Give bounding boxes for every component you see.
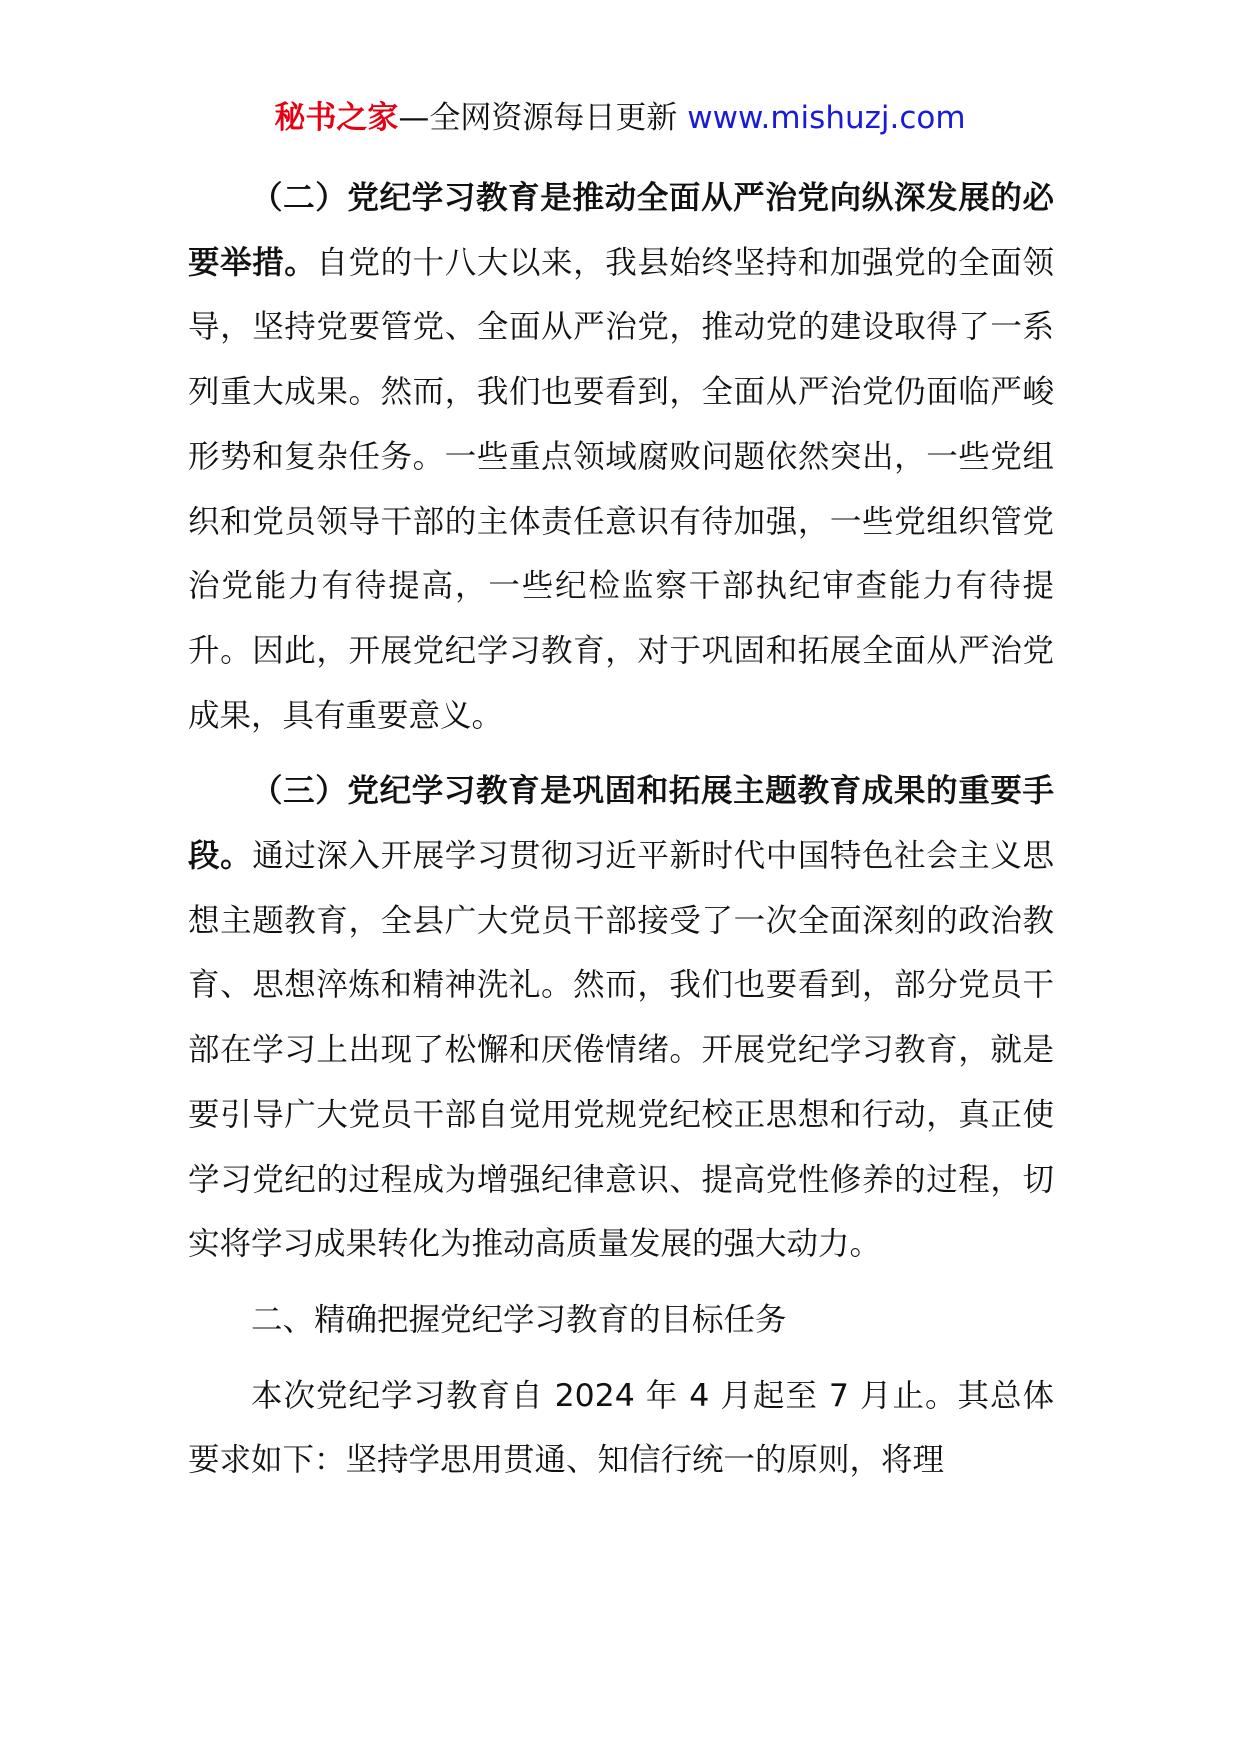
paragraph-text: 本次党纪学习教育自 2024 年 4 月起至 7 月止。其总体要求如下：坚持学思用贯通、知信行统一的原则，将理 <box>188 1377 1054 1479</box>
paragraph-schedule <box>188 1364 1054 1493</box>
paragraph-section-2 <box>188 166 1054 748</box>
website-link[interactable]: www.mishuzj.com <box>687 100 966 136</box>
paragraph-heading: （二）党纪学习教育是推动全面从严治党向纵深发展的必要举措。 <box>188 180 1054 281</box>
paragraph-text: 通过深入开展学习贯彻习近平新时代中国特色社会主义思想主题教育，全县广大党员干部接受了一次全面深刻的政治教育、思想淬炼和精神洗礼。然而，我们也要看到，部分党员干部在学习上出现了松懈和厌倦情绪。开展党纪学习教育，就是要引导广大党员干部自觉用党规党纪校正思想和行动，真正使学习党纪的过程成为增强纪律意识、提高党性修养的过程，切实将学习成果转化为推动高质量发展的强大动力。 <box>188 838 1054 1263</box>
section-heading-2 <box>188 1288 1054 1353</box>
section-heading-text: 二、精确把握党纪学习教育的目标任务 <box>251 1301 787 1338</box>
paragraph-text: 自党的十八大以来，我县始终坚持和加强党的全面领导，坚持党要管党、全面从严治党，推动党的建设取得了一系列重大成果。然而，我们也要看到，全面从严治党仍面临严峻形势和复杂任务。一些重点领域腐败问题依然突出，一些党组织和党员领导干部的主体责任意识有待加强，一些党组织管党治党能力有待提高，一些纪检监察干部执纪审查能力有待提升。因此，开展党纪学习教育，对于巩固和拓展全面从严治党成果，具有重要意义。 <box>188 244 1054 734</box>
paragraph-heading: （三）党纪学习教育是巩固和拓展主题教育成果的重要手段。 <box>188 773 1054 875</box>
paragraph-section-3 <box>188 759 1054 1277</box>
header-tagline: —全网资源每日更新 <box>398 100 678 136</box>
document-body <box>188 166 1054 1493</box>
page-header <box>0 98 1240 138</box>
brand-name: 秘书之家 <box>274 100 399 136</box>
